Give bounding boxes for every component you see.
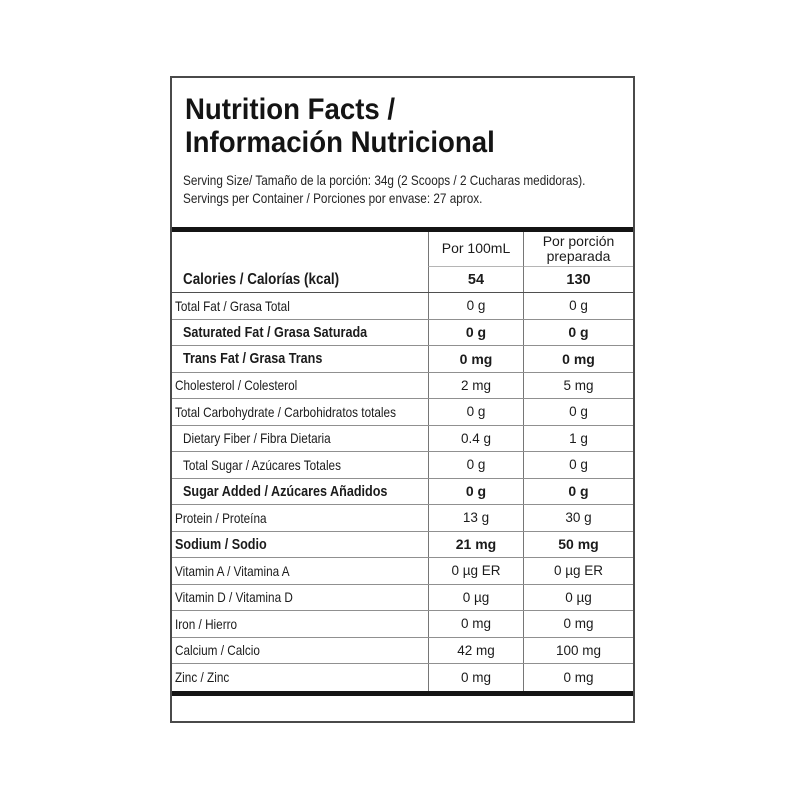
row-value-per-portion-text: 0 g: [569, 404, 588, 420]
row-value-per-100ml-text: 0 µg: [462, 589, 490, 605]
row-value-per-100ml: [428, 505, 523, 531]
nutrition-label: [170, 76, 635, 723]
row-value-per-100ml-text: 0 g: [465, 483, 487, 500]
row-value-per-portion: [523, 664, 633, 691]
row-value-per-portion-text: 0 g: [568, 483, 589, 500]
table-row: [172, 611, 633, 638]
row-label: [172, 558, 428, 584]
row-label: [172, 293, 428, 319]
row-value-per-100ml-text: 42 mg: [457, 642, 495, 658]
row-label: [172, 426, 428, 452]
row-value-per-100ml: [428, 664, 523, 691]
table-row: [172, 638, 633, 665]
row-value-per-100ml: [428, 638, 523, 664]
row-label-text: Total Fat / Grasa Total: [175, 297, 290, 314]
row-label: [172, 346, 428, 372]
row-value-per-portion: [523, 638, 633, 664]
row-label: [172, 638, 428, 664]
calories-label-text: Calories / Calorías (kcal): [183, 270, 340, 288]
row-value-per-100ml-text: 0 mg: [460, 616, 491, 632]
row-value-per-100ml-text: 0 g: [465, 324, 487, 341]
row-label: [172, 399, 428, 425]
row-label-text: Total Sugar / Azúcares Totales: [183, 456, 341, 473]
row-value-per-portion: [523, 532, 633, 558]
row-value-per-portion-text: 0 mg: [563, 616, 594, 632]
table-row: [172, 426, 633, 453]
title-line-spanish: Información Nutricional: [185, 126, 495, 159]
column-header-per-100ml-text: Por 100mL: [441, 240, 511, 257]
row-value-per-portion-text: 0 µg: [565, 589, 592, 605]
row-value-per-100ml: [428, 585, 523, 611]
row-value-per-portion-text: 0 g: [569, 457, 588, 473]
nutrition-table: [172, 227, 633, 696]
table-row: [172, 479, 633, 506]
row-value-per-portion: [523, 373, 633, 399]
row-label-text: Sodium / Sodio: [175, 535, 267, 553]
row-label-text: Iron / Hierro: [175, 615, 238, 632]
row-label-text: Cholesterol / Colesterol: [175, 377, 298, 394]
row-value-per-portion-text: 30 g: [565, 510, 592, 526]
row-value-per-100ml-text: 21 mg: [455, 536, 497, 553]
table-row: [172, 558, 633, 585]
row-value-per-100ml: [428, 320, 523, 346]
nutrition-rows: [172, 293, 633, 691]
label-title: [185, 93, 522, 159]
serving-size-text: Serving Size/ Tamaño de la porción: 34g (2 Scoops / 2 Cucharas medidoras).: [183, 172, 586, 188]
row-value-per-100ml-text: 0 mg: [460, 669, 491, 685]
calories-label-cell: [172, 267, 428, 292]
row-value-per-100ml: [428, 479, 523, 505]
row-label: [172, 505, 428, 531]
row-value-per-portion-text: 50 mg: [558, 536, 599, 553]
row-value-per-portion-text: 1 g: [569, 430, 588, 446]
row-label: [172, 320, 428, 346]
row-value-per-portion-text: 100 mg: [555, 642, 602, 658]
calories-per-100ml-cell: [428, 267, 523, 292]
row-value-per-portion-text: 0 mg: [563, 669, 594, 685]
row-label: [172, 479, 428, 505]
table-row: [172, 346, 633, 373]
row-value-per-100ml-text: 0 g: [466, 457, 486, 473]
row-value-per-portion: [523, 479, 633, 505]
table-row: [172, 293, 633, 320]
row-value-per-100ml: [428, 558, 523, 584]
row-label-text: Trans Fat / Grasa Trans: [183, 350, 323, 368]
row-value-per-100ml: [428, 426, 523, 452]
row-value-per-100ml: [428, 399, 523, 425]
table-header-row: [172, 232, 633, 267]
row-label-text: Vitamin A / Vitamina A: [175, 562, 290, 579]
row-value-per-100ml: [428, 293, 523, 319]
title-line-english: Nutrition Facts /: [185, 93, 396, 126]
row-value-per-100ml-text: 0.4 g: [460, 430, 492, 446]
row-value-per-portion-text: 0 µg ER: [553, 563, 604, 579]
row-value-per-100ml-text: 13 g: [462, 510, 490, 526]
row-value-per-100ml: [428, 346, 523, 372]
table-row: [172, 664, 633, 691]
row-label: [172, 664, 428, 691]
table-row: [172, 532, 633, 559]
servings-per-container-text: Servings per Container / Porciones por envase: 27 aprox.: [183, 189, 483, 206]
row-label: [172, 611, 428, 637]
row-value-per-100ml-text: 0 mg: [459, 350, 493, 367]
column-header-per-portion-text: Por porción preparada: [542, 232, 615, 264]
row-value-per-100ml: [428, 611, 523, 637]
row-label-text: Protein / Proteína: [175, 509, 267, 526]
row-value-per-100ml-text: 0 g: [466, 298, 486, 314]
row-value-per-portion-text: 5 mg: [563, 377, 594, 393]
serving-info: [183, 172, 662, 207]
row-value-per-portion: [523, 505, 633, 531]
column-header-per-portion: [523, 232, 633, 267]
calories-per-100ml-value: 54: [467, 271, 485, 288]
calories-per-portion-value: 130: [566, 271, 591, 288]
row-value-per-portion-text: 0 mg: [562, 350, 595, 367]
row-value-per-portion: [523, 346, 633, 372]
table-row: [172, 452, 633, 479]
calories-row: [172, 267, 633, 293]
row-value-per-portion-text: 0 g: [568, 324, 589, 341]
row-value-per-portion-text: 0 g: [569, 298, 588, 314]
row-value-per-portion: [523, 585, 633, 611]
table-row: [172, 505, 633, 532]
row-label: [172, 452, 428, 478]
table-row: [172, 399, 633, 426]
row-label-text: Zinc / Zinc: [175, 669, 230, 686]
row-value-per-portion: [523, 452, 633, 478]
row-label-text: Calcium / Calcio: [175, 642, 260, 659]
row-value-per-100ml-text: 2 mg: [460, 377, 491, 393]
row-value-per-portion: [523, 320, 633, 346]
row-value-per-portion: [523, 426, 633, 452]
row-value-per-100ml-text: 0 g: [466, 404, 486, 420]
row-value-per-100ml: [428, 452, 523, 478]
row-label-text: Sugar Added / Azúcares Añadidos: [183, 482, 388, 500]
table-row: [172, 373, 633, 400]
row-value-per-100ml: [428, 373, 523, 399]
table-row: [172, 320, 633, 347]
row-label: [172, 585, 428, 611]
row-label: [172, 373, 428, 399]
row-value-per-portion: [523, 399, 633, 425]
row-value-per-portion: [523, 611, 633, 637]
table-row: [172, 585, 633, 612]
row-value-per-100ml: [428, 532, 523, 558]
header-empty-cell: [172, 232, 428, 267]
row-value-per-100ml-text: 0 µg ER: [451, 563, 501, 579]
calories-per-portion-cell: [523, 267, 633, 292]
row-label-text: Dietary Fiber / Fibra Dietaria: [183, 430, 331, 447]
row-label: [172, 532, 428, 558]
column-header-per-100ml: [428, 232, 523, 267]
row-value-per-portion: [523, 558, 633, 584]
row-label-text: Saturated Fat / Grasa Saturada: [183, 323, 368, 341]
row-label-text: Total Carbohydrate / Carbohidratos totales: [175, 403, 396, 420]
row-label-text: Vitamin D / Vitamina D: [175, 589, 293, 606]
row-value-per-portion: [523, 293, 633, 319]
